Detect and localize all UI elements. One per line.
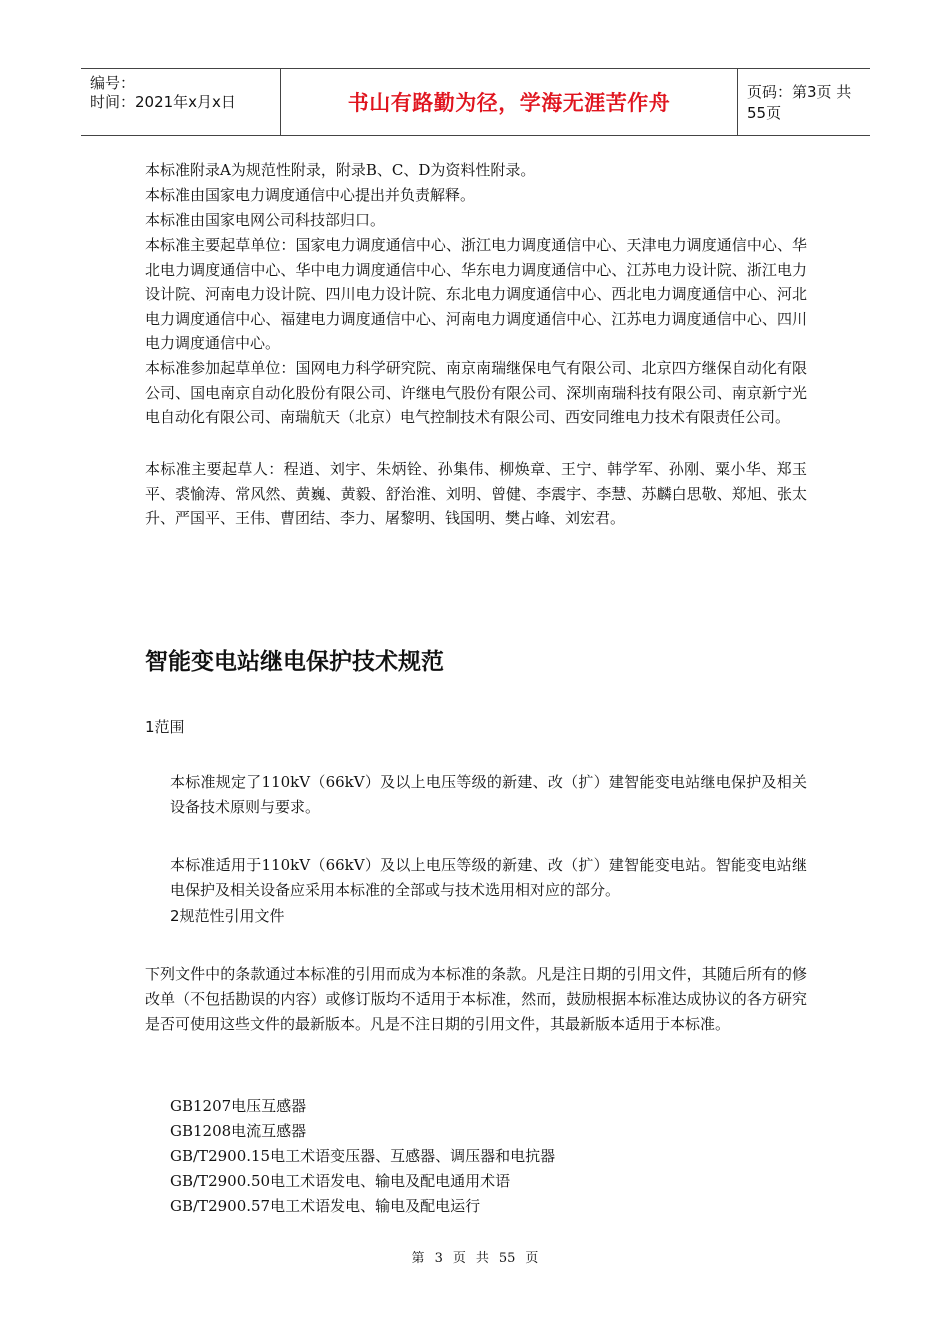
footer-text: 页 bbox=[525, 1251, 539, 1266]
reference-item: GB/T2900.15电工术语变压器、互感器、调压器和电抗器 bbox=[170, 1147, 556, 1165]
preface-line-1: 本标准附录A为规范性附录，附录B、C、D为资料性附录。 bbox=[145, 161, 536, 179]
section-1-heading: 1范围 bbox=[145, 718, 185, 736]
reference-item: GB1208电流互感器 bbox=[170, 1122, 307, 1140]
preface-drafting-units: 本标准主要起草单位：国家电力调度通信中心、浙江电力调度通信中心、天津电力调度通信中心、华北电力调度通信中心、华中电力调度通信中心、华东电力调度通信中心、江苏电力设计院、浙江电力设计院、河南电力设计院、四川电力设计院、东北电力调度通信中心、西北电力调度通信中心、河北电力调度通信中心、福建电力调度通信中心、河南电力调度通信中心、江苏电力调度通信中心、四川电力调度通信中心。 bbox=[145, 236, 807, 352]
preface-line-2: 本标准由国家电力调度通信中心提出并负责解释。 bbox=[145, 186, 476, 204]
header-page-cell bbox=[738, 69, 870, 135]
document-time-label: 时间：2021年x月x日 bbox=[90, 93, 236, 111]
header-motto: 书山有路勤为径，学海无涯苦作舟 bbox=[347, 91, 671, 115]
footer-text: 页 bbox=[452, 1251, 466, 1266]
footer-text: 第 bbox=[411, 1251, 425, 1266]
section-1-paragraph-2: 本标准适用于110kV（66kV）及以上电压等级的新建、改（扩）建智能变电站。智能变电站继电保护及相关设备应采用本标准的全部或与技术选用相对应的部分。 bbox=[170, 856, 807, 899]
section-2-intro: 下列文件中的条款通过本标准的引用而成为本标准的条款。凡是注日期的引用文件，其随后所有的修改单（不包括勘误的内容）或修订版均不适用于本标准，然而，鼓励根据本标准达成协议的各方研究是否可使用这些文件的最新版本。凡是不注日期的引用文件，其最新版本适用于本标准。 bbox=[145, 965, 807, 1033]
section-2-heading: 2规范性引用文件 bbox=[170, 907, 285, 925]
preface-drafters: 本标准主要起草人：程逍、刘宇、朱炳铨、孙集伟、柳焕章、王宁、韩学军、孙刚、粟小华、郑玉平、裘愉涛、常风然、黄巍、黄毅、舒治淮、刘明、曾健、李震宇、李慧、苏麟白思敬、郑旭、张太升、严国平、王伟、曹团结、李力、屠黎明、钱国明、樊占峰、刘宏君。 bbox=[145, 460, 807, 527]
footer-text: 共 bbox=[475, 1251, 489, 1266]
document-title: 智能变电站继电保护技术规范 bbox=[145, 649, 444, 675]
section-1-paragraph-1: 本标准规定了110kV（66kV）及以上电压等级的新建、改（扩）建智能变电站继电保护及相关设备技术原则与要求。 bbox=[170, 773, 807, 816]
reference-item: GB/T2900.57电工术语发电、输电及配电运行 bbox=[170, 1197, 481, 1215]
footer-total-pages: 55 bbox=[498, 1251, 516, 1266]
document-number-label: 编号： bbox=[90, 74, 136, 92]
reference-item: GB/T2900.50电工术语发电、输电及配电通用术语 bbox=[170, 1172, 511, 1190]
page-footer bbox=[0, 1247, 950, 1266]
header-motto-cell bbox=[281, 69, 738, 135]
footer-current-page: 3 bbox=[434, 1251, 443, 1266]
preface-line-3: 本标准由国家电网公司科技部归口。 bbox=[145, 211, 386, 229]
preface-participating-units: 本标准参加起草单位：国网电力科学研究院、南京南瑞继保电气有限公司、北京四方继保自动化有限公司、国电南京自动化股份有限公司、许继电气股份有限公司、深圳南瑞科技有限公司、南京新宁光电自动化有限公司、南瑞航天（北京）电气控制技术有限公司、西安同维电力技术有限责任公司。 bbox=[145, 359, 807, 426]
page-number-label: 页码：第3页 共55页 bbox=[747, 83, 852, 122]
header-meta-cell bbox=[81, 69, 281, 135]
page-header bbox=[81, 68, 870, 136]
reference-item: GB1207电压互感器 bbox=[170, 1097, 307, 1115]
